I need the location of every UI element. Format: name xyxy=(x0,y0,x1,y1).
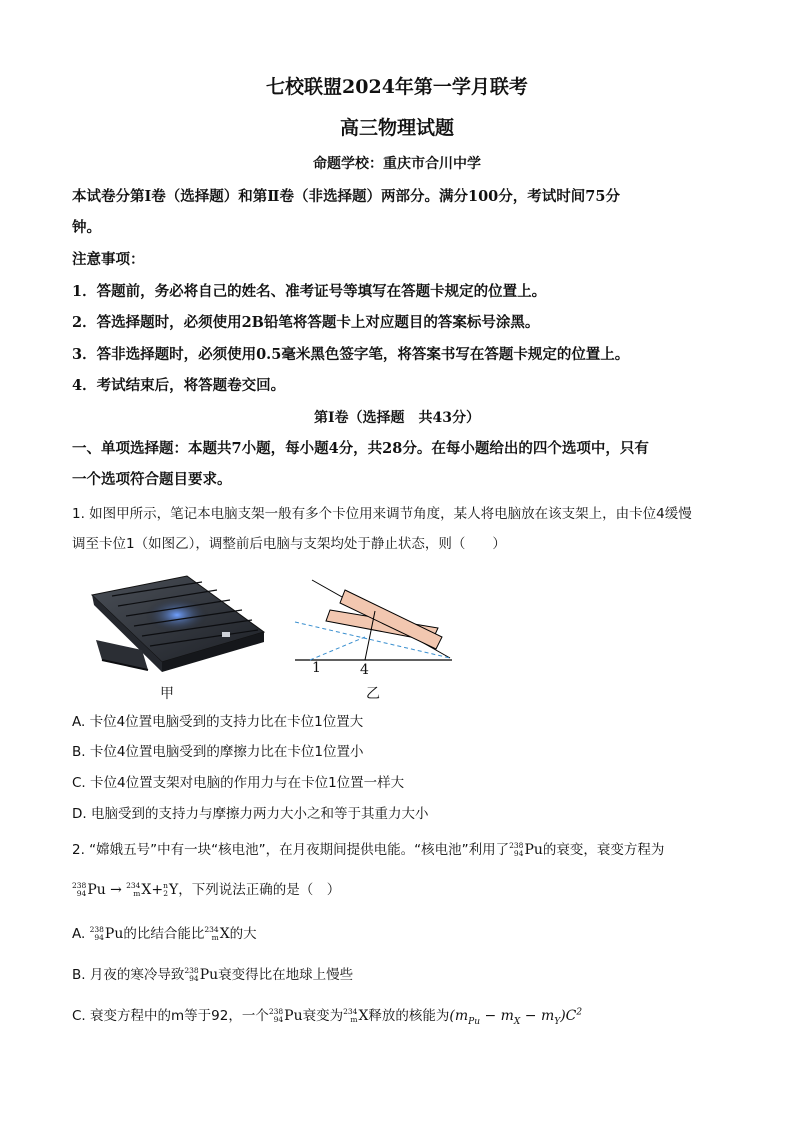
exam-title: 七校联盟2024年第一学月联考 xyxy=(266,76,528,98)
intro-line-2: 钟。 xyxy=(72,219,101,236)
q1-option-a: A. 卡位4位置电脑受到的支持力比在卡位1位置大 xyxy=(72,714,364,730)
q1-stem-2: 调至卡位1（如图乙），调整前后电脑与支架均处于静止状态，则（ ） xyxy=(72,536,506,552)
q2-stem-1-b: 的衰变，衰变方程为 xyxy=(542,842,665,858)
note-4: 4．考试结束后，将答题卷交回。 xyxy=(72,377,286,394)
q2-option-b: B. 月夜的寒冷导致 238 94 Pu衰变得比在地球上慢些 xyxy=(72,966,354,983)
exam-subtitle: 高三物理试题 xyxy=(339,117,454,139)
q1-option-c: C. 卡位4位置支架对电脑的作用力与在卡位1位置一样大 xyxy=(72,775,405,791)
q1-option-d: D. 电脑受到的支持力与摩擦力两力大小之和等于其重力大小 xyxy=(72,806,429,822)
intro-line-1: 本试卷分第Ⅰ卷（选择题）和第Ⅱ卷（非选择题）两部分。满分100分，考试时间75分 xyxy=(72,188,620,205)
school-line: 命题学校：重庆市合川中学 xyxy=(313,156,481,172)
q2-stem-1 xyxy=(72,838,664,858)
note-3: 3．答非选择题时，必须使用0.5毫米黑色签字笔，将答案书写在答题卡规定的位置上。 xyxy=(72,346,630,363)
q1-option-b: B. 卡位4位置电脑受到的摩擦力比在卡位1位置小 xyxy=(72,744,364,760)
binding-energy-formula: $(m_{Pu} - m_X - m_Y)C^2$ xyxy=(449,1007,583,1027)
q2-option-a: A. 238 94 Pu的比结合能比 234 m X的大 xyxy=(72,925,257,942)
fig-num-4: 4 xyxy=(360,662,369,678)
pu-isotope: 238 94 xyxy=(509,841,524,858)
notes-title: 注意事项： xyxy=(72,251,145,268)
arrow-icon: → xyxy=(110,882,122,898)
q2-stem-2-b: ，下列说法正确的是（ ） xyxy=(178,882,341,898)
fig-num-1: 1 xyxy=(312,660,321,676)
fig-label-jia: 甲 xyxy=(160,686,174,702)
incline-diagram xyxy=(290,575,455,665)
part-instructions-1: 一、单项选择题：本题共7小题，每小题4分，共28分。在每小题给出的四个选项中，只有 xyxy=(72,440,649,457)
fig-label-yi: 乙 xyxy=(366,686,380,702)
q2-option-c: C. 衰变方程中的m等于92，一个 238 94 Pu衰变为 234 m X释放的核能为$(m_{Pu} - m_X - m_Y)C^2$ xyxy=(72,1007,583,1027)
q2-decay-equation: 238 94 Pu → 234 m X+ n 2 Y，下列说法正确的是（ ） xyxy=(72,881,341,898)
section-heading: 第Ⅰ卷（选择题 共43分） xyxy=(313,410,481,426)
q2-stem-1-a: 2. “嫦娥五号”中有一块“核电池”，在月夜期间提供电能。“核电池”利用了 xyxy=(72,842,510,858)
note-1: 1．答题前，务必将自己的姓名、准考证号等填写在答题卡规定的位置上。 xyxy=(72,283,547,300)
pu-symbol: Pu xyxy=(524,842,543,858)
q1-stem-1: 1. 如图甲所示，笔记本电脑支架一般有多个卡位用来调节角度，某人将电脑放在该支架上，由卡位4缓慢 xyxy=(72,506,692,522)
part-instructions-2: 一个选项符合题目要求。 xyxy=(72,471,232,488)
note-2: 2．答选择题时，必须使用2B铅笔将答题卡上对应题目的答案标号涂黑。 xyxy=(72,314,540,331)
laptop-stand-image xyxy=(82,570,267,675)
